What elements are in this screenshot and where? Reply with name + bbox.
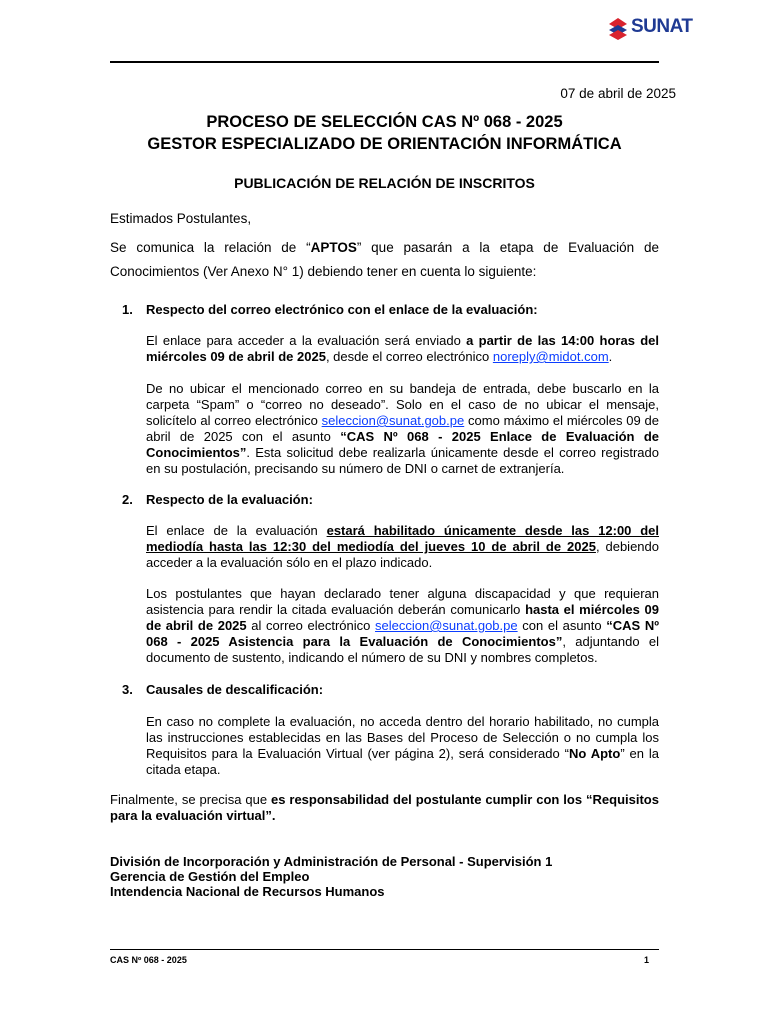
section-1-paragraph-2: De no ubicar el mencionado correo en su bandeja de entrada, debe buscarlo en la carpeta “Spam” o “correo no deseado”. Solo en el caso de no ubicar el mensaje, solicítelo al correo electrónico seleccion@sunat.gob.pe como máximo el miércoles 09 de abril de 2025 con el asunto “CAS Nº 068 - 2025 Enlace de Evaluación de Conocimientos”. Esta solicitud debe realizarla únicamente desde el correo registrado en su postulación, precisando su número de DNI o carnet de extranjería. <box>146 381 660 476</box>
section-1-paragraph-1: El enlace para acceder a la evaluación será enviado a partir de las 14:00 horas del miércoles 09 de abril de 2025, desde el correo electrónico noreply@midot.com. <box>146 333 659 364</box>
document-title: PROCESO DE SELECCIÓN CAS Nº 068 - 2025 <box>206 113 563 131</box>
footer-reference: CAS Nº 068 - 2025 <box>110 955 187 965</box>
section-3-paragraph: En caso no complete la evaluación, no acceda dentro del horario habilitado, no cumpla las instrucciones establecidas en las Bases del Proceso de Selección o no cumpla los Requisitos para la Evaluación Virtual (ver página 2), será considerado “No Apto” en la citada etapa. <box>146 714 659 777</box>
signature-line: Intendencia Nacional de Recursos Humanos <box>110 884 385 899</box>
footer-divider <box>110 949 659 950</box>
signature-block <box>110 854 552 899</box>
document-position-title: GESTOR ESPECIALIZADO DE ORIENTACIÓN INFORMÁTICA <box>147 135 622 153</box>
sunat-emblem-icon <box>607 16 629 42</box>
logo-text: SUNAT <box>631 16 693 37</box>
intro-paragraph: Se comunica la relación de “APTOS” que pasarán a la etapa de Evaluación de Conocimientos (Ver Anexo N° 1) debiendo tener en cuenta lo siguiente: <box>110 240 659 279</box>
document-subtitle: PUBLICACIÓN DE RELACIÓN DE INSCRITOS <box>234 175 535 191</box>
document-date: 07 de abril de 2025 <box>560 86 676 101</box>
greeting: Estimados Postulantes, <box>110 211 252 226</box>
signature-line: División de Incorporación y Administración de Personal - Supervisión 1 <box>110 854 553 869</box>
section-2-paragraph-1: El enlace de la evaluación estará habilitado únicamente desde las 12:00 del mediodía hasta las 12:30 del mediodía del jueves 10 de abril de 2025, debiendo acceder a la evaluación sólo en el plazo indicado. <box>146 523 659 570</box>
sunat-logo <box>607 14 707 44</box>
noreply-email-link[interactable]: noreply@midot.com <box>492 349 609 364</box>
section-2-heading: 2. Respecto de la evaluación: <box>122 492 313 507</box>
section-1-heading: 1. Respecto del correo electrónico con el enlace de la evaluación: <box>122 302 538 317</box>
page-number: 1 <box>644 955 650 965</box>
closing-paragraph: Finalmente, se precisa que es responsabilidad del postulante cumplir con los “Requisitos para la evaluación virtual”. <box>110 792 659 823</box>
section-2-paragraph-2: Los postulantes que hayan declarado tener alguna discapacidad y que requieran asistencia para rendir la citada evaluación deberán comunicarlo hasta el miércoles 09 de abril de 2025 al correo electrónico seleccion@sunat.gob.pe con el asunto “CAS Nº 068 - 2025 Asistencia para la Evaluación de Conocimientos”, adjuntando el documento de sustento, indicando el número de su DNI y nombres completos. <box>146 586 660 665</box>
seleccion-email-link[interactable]: seleccion@sunat.gob.pe <box>321 413 465 428</box>
seleccion-email-link-2[interactable]: seleccion@sunat.gob.pe <box>375 618 518 633</box>
section-3-heading: 3. Causales de descalificación: <box>122 682 324 697</box>
header-divider <box>110 61 659 63</box>
signature-line: Gerencia de Gestión del Empleo <box>110 869 310 884</box>
